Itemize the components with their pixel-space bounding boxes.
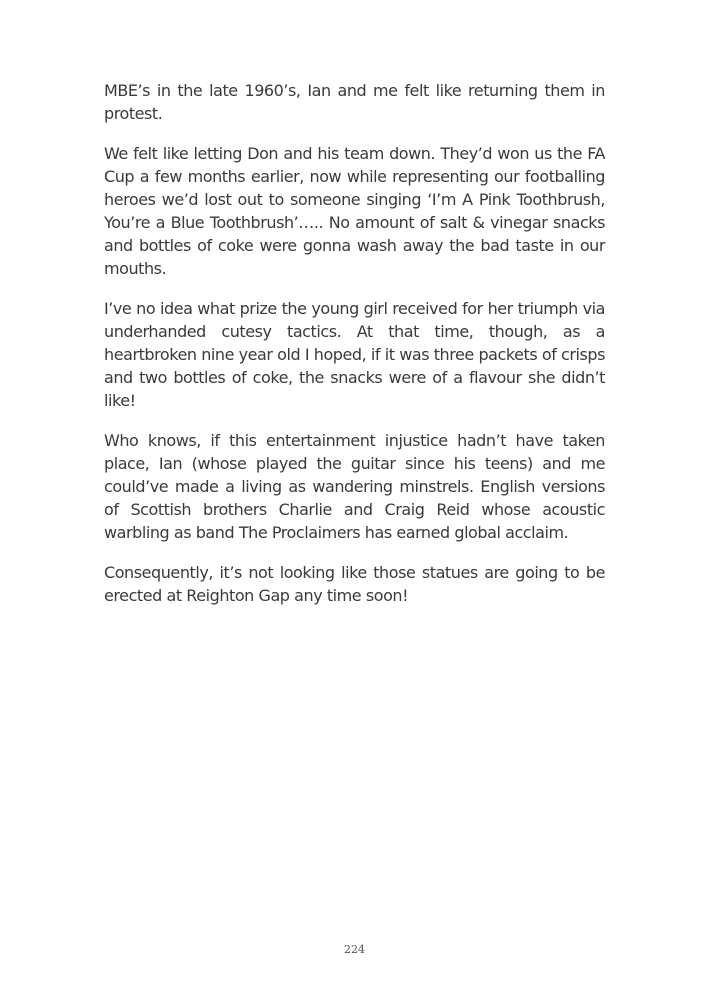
body-text [104, 79, 605, 624]
paragraph-2: We felt like letting Don and his team down. They’d won us the FA Cup a few months earlier, now while representing our footballing heroes we’d lost out to someone singing ‘I’m A Pink Toothbrush, You’re a Blue Toothbrush’….. No amount of salt & vinegar snacks and bottles of coke were gonna wash away the bad taste in our mouths. [104, 144, 605, 278]
paragraph-4: Who knows, if this entertainment injustice hadn’t have taken place, Ian (whose played the guitar since his teens) and me could’ve made a living as wandering minstrels. English versions of Scottish brothers Charlie and Craig Reid whose acoustic warbling as band The Proclaimers has earned global acclaim. [104, 431, 605, 542]
paragraph-1: MBE’s in the late 1960’s, Ian and me felt like returning them in protest. [104, 81, 605, 123]
page-number: 224 [344, 943, 365, 956]
paragraph-3: I’ve no idea what prize the young girl received for her triumph via underhanded cutesy tactics. At that time, though, as a heartbroken nine year old I hoped, if it was three packets of crisps and two bottles of coke, the snacks were of a flavour she didn’t like! [104, 299, 605, 410]
paragraph-5: Consequently, it’s not looking like those statues are going to be erected at Reighton Gap any time soon! [104, 563, 605, 605]
